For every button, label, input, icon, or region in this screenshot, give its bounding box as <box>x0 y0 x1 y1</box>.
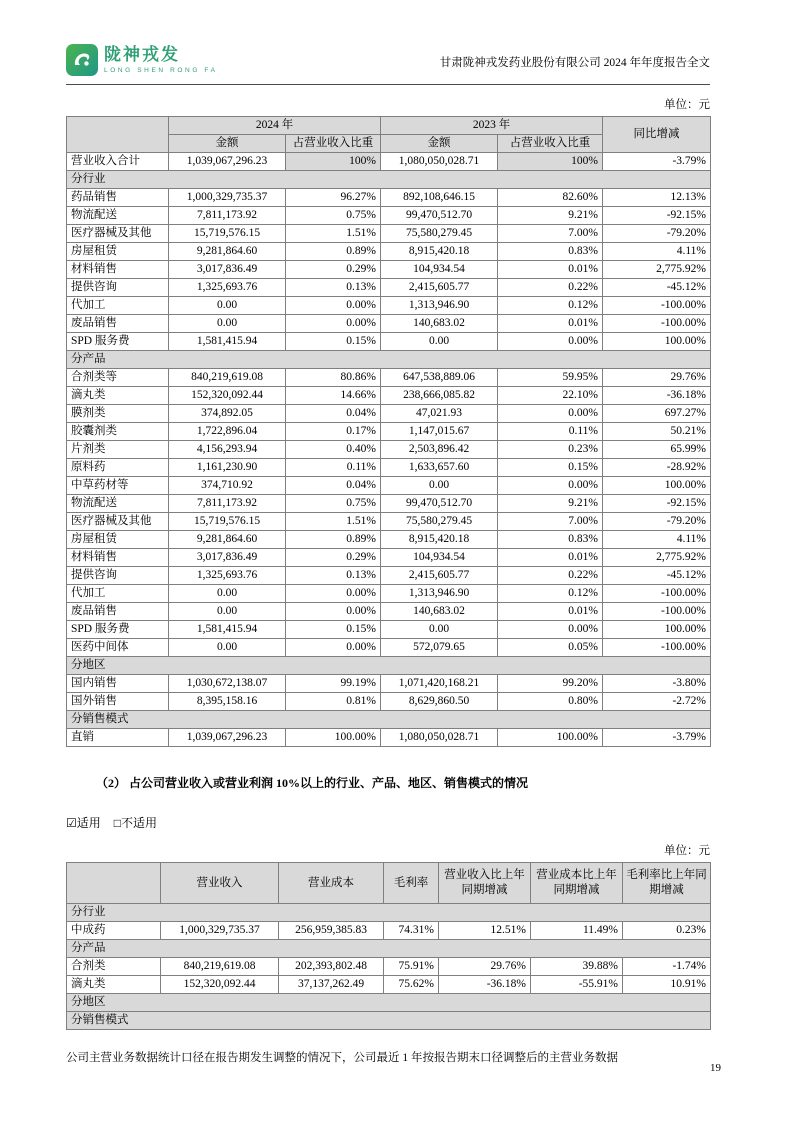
value-cell: 82.60% <box>498 189 603 207</box>
value-cell: 4,156,293.94 <box>169 441 286 459</box>
table-row <box>67 243 711 261</box>
header-ratio-2024: 占营业收入比重 <box>286 135 381 153</box>
value-cell: 29.76% <box>603 369 711 387</box>
table-header-row <box>67 863 711 904</box>
row-label-cell: 物流配送 <box>67 495 169 513</box>
value-cell: 59.95% <box>498 369 603 387</box>
table-row <box>67 922 711 940</box>
table-row <box>67 225 711 243</box>
value-cell: 8,915,420.18 <box>381 243 498 261</box>
table-section-row: 分地区 <box>67 657 711 675</box>
row-label-cell: 直销 <box>67 729 169 747</box>
value-cell: 1,581,415.94 <box>169 621 286 639</box>
value-cell: 75.62% <box>384 976 439 994</box>
footnote-text: 公司主营业务数据统计口径在报告期发生调整的情况下，公司最近 1 年按报告期末口径调整后的主营业务数据 <box>66 1052 618 1064</box>
row-label-cell: 房屋租赁 <box>67 243 169 261</box>
table-row <box>67 459 711 477</box>
value-cell: 100% <box>498 153 603 171</box>
value-cell: 7,811,173.92 <box>169 207 286 225</box>
table-row <box>67 675 711 693</box>
major-segment-table <box>66 862 711 1030</box>
applicability-row <box>66 814 710 831</box>
table-row <box>67 585 711 603</box>
unit-label-table1: 单位：元 <box>664 99 710 111</box>
page-number: 19 <box>710 1062 721 1074</box>
value-cell: 0.12% <box>498 297 603 315</box>
table-section-row: 分产品 <box>67 940 711 958</box>
revenue-table-header <box>67 117 711 153</box>
value-cell: 99.20% <box>498 675 603 693</box>
table-row <box>67 657 711 675</box>
value-cell: 152,320,092.44 <box>161 976 279 994</box>
row-label-cell: 废品销售 <box>67 315 169 333</box>
value-cell: 0.75% <box>286 207 381 225</box>
value-cell: 0.29% <box>286 261 381 279</box>
value-cell: 1.51% <box>286 513 381 531</box>
value-cell: 15,719,576.15 <box>169 225 286 243</box>
row-label-cell: 胶囊剂类 <box>67 423 169 441</box>
segment-table-body <box>67 904 711 1030</box>
value-cell: 0.04% <box>286 405 381 423</box>
value-cell: 1,581,415.94 <box>169 333 286 351</box>
value-cell: 0.01% <box>498 549 603 567</box>
logo-name-cn: 陇神戎发 <box>104 45 180 65</box>
value-cell: 0.17% <box>286 423 381 441</box>
value-cell: 1,313,946.90 <box>381 585 498 603</box>
table-section-row: 分销售模式 <box>67 1012 711 1030</box>
value-cell: -36.18% <box>603 387 711 405</box>
table-row <box>67 994 711 1012</box>
table-row <box>67 153 711 171</box>
header-revenue: 营业收入 <box>161 863 279 904</box>
header-cost: 营业成本 <box>279 863 384 904</box>
value-cell: 0.00 <box>169 297 286 315</box>
value-cell: 1,325,693.76 <box>169 567 286 585</box>
value-cell: 0.01% <box>498 315 603 333</box>
value-cell: 0.00% <box>286 603 381 621</box>
value-cell: 0.00% <box>286 315 381 333</box>
row-label-cell: 中草药材等 <box>67 477 169 495</box>
value-cell: 75,580,279.45 <box>381 513 498 531</box>
value-cell: 100% <box>286 153 381 171</box>
header-amount-2023: 金额 <box>381 135 498 153</box>
row-label-cell: 营业收入合计 <box>67 153 169 171</box>
logo-icon <box>66 44 98 76</box>
row-label-cell: 医疗器械及其他 <box>67 513 169 531</box>
value-cell: 0.00 <box>381 333 498 351</box>
row-label-cell: 材料销售 <box>67 261 169 279</box>
not-applicable-checkbox: □不适用 <box>113 816 158 830</box>
value-cell: 840,219,619.08 <box>169 369 286 387</box>
value-cell: -92.15% <box>603 207 711 225</box>
header-cost-yoy: 营业成本比上年同期增减 <box>531 863 623 904</box>
value-cell: 2,415,605.77 <box>381 279 498 297</box>
value-cell: 100.00% <box>603 621 711 639</box>
row-label-cell: 膜剂类 <box>67 405 169 423</box>
value-cell: 65.99% <box>603 441 711 459</box>
value-cell: 4.11% <box>603 243 711 261</box>
row-label-cell: 国内销售 <box>67 675 169 693</box>
value-cell: -100.00% <box>603 297 711 315</box>
value-cell: 0.00 <box>381 477 498 495</box>
value-cell: 0.89% <box>286 531 381 549</box>
value-cell: 100.00% <box>498 729 603 747</box>
value-cell: 47,021.93 <box>381 405 498 423</box>
value-cell: 0.05% <box>498 639 603 657</box>
value-cell: 11.49% <box>531 922 623 940</box>
value-cell: -3.80% <box>603 675 711 693</box>
row-label-cell: 医疗器械及其他 <box>67 225 169 243</box>
value-cell: 0.22% <box>498 567 603 585</box>
table-row <box>67 207 711 225</box>
value-cell: 9.21% <box>498 207 603 225</box>
value-cell: -79.20% <box>603 513 711 531</box>
value-cell: 100.00% <box>603 333 711 351</box>
row-label-cell: 中成药 <box>67 922 161 940</box>
header-gross-margin-yoy: 毛利率比上年同期增减 <box>623 863 711 904</box>
table-section-row: 分行业 <box>67 904 711 922</box>
value-cell: -100.00% <box>603 315 711 333</box>
value-cell: 1,000,329,735.37 <box>161 922 279 940</box>
table-row <box>67 333 711 351</box>
value-cell: 202,393,802.48 <box>279 958 384 976</box>
value-cell: 80.86% <box>286 369 381 387</box>
table-row <box>67 387 711 405</box>
value-cell: 0.00% <box>286 297 381 315</box>
value-cell: 0.12% <box>498 585 603 603</box>
table-row <box>67 549 711 567</box>
value-cell: 7,811,173.92 <box>169 495 286 513</box>
row-label-cell: 原料药 <box>67 459 169 477</box>
value-cell: -100.00% <box>603 603 711 621</box>
row-label-cell: 医药中间体 <box>67 639 169 657</box>
table-row <box>67 297 711 315</box>
value-cell: 0.15% <box>498 459 603 477</box>
value-cell: 0.83% <box>498 531 603 549</box>
value-cell: 2,775.92% <box>603 261 711 279</box>
value-cell: 1,633,657.60 <box>381 459 498 477</box>
header-year-2023: 2023 年 <box>381 117 603 135</box>
table-row <box>67 958 711 976</box>
value-cell: -3.79% <box>603 153 711 171</box>
value-cell: 374,710.92 <box>169 477 286 495</box>
value-cell: 0.15% <box>286 621 381 639</box>
value-cell: 140,683.02 <box>381 315 498 333</box>
value-cell: 0.89% <box>286 243 381 261</box>
value-cell: 1,039,067,296.23 <box>169 729 286 747</box>
header-revenue-yoy: 营业收入比上年同期增减 <box>439 863 531 904</box>
value-cell: 572,079.65 <box>381 639 498 657</box>
row-label-cell: SPD 服务费 <box>67 621 169 639</box>
row-label-cell: 滴丸类 <box>67 976 161 994</box>
value-cell: 9.21% <box>498 495 603 513</box>
header-ratio-2023: 占营业收入比重 <box>498 135 603 153</box>
value-cell: 0.75% <box>286 495 381 513</box>
value-cell: 1,071,420,168.21 <box>381 675 498 693</box>
value-cell: 0.00% <box>498 477 603 495</box>
value-cell: 3,017,836.49 <box>169 261 286 279</box>
value-cell: -2.72% <box>603 693 711 711</box>
value-cell: 29.76% <box>439 958 531 976</box>
table-row <box>67 1012 711 1030</box>
table-row <box>67 351 711 369</box>
value-cell: 14.66% <box>286 387 381 405</box>
value-cell: 0.00% <box>498 333 603 351</box>
value-cell: 374,892.05 <box>169 405 286 423</box>
revenue-breakdown-table <box>66 116 711 747</box>
table-section-row: 分地区 <box>67 994 711 1012</box>
row-label-cell: 代加工 <box>67 585 169 603</box>
value-cell: 1.51% <box>286 225 381 243</box>
value-cell: 2,415,605.77 <box>381 567 498 585</box>
value-cell: 892,108,646.15 <box>381 189 498 207</box>
value-cell: 152,320,092.44 <box>169 387 286 405</box>
table-row <box>67 940 711 958</box>
value-cell: 0.13% <box>286 279 381 297</box>
header-yoy: 同比增减 <box>603 117 711 153</box>
value-cell: 0.00 <box>169 585 286 603</box>
value-cell: 0.04% <box>286 477 381 495</box>
value-cell: 104,934.54 <box>381 549 498 567</box>
value-cell: 0.81% <box>286 693 381 711</box>
table-row <box>67 621 711 639</box>
value-cell: -45.12% <box>603 279 711 297</box>
value-cell: 697.27% <box>603 405 711 423</box>
value-cell: -3.79% <box>603 729 711 747</box>
value-cell: 0.40% <box>286 441 381 459</box>
row-label-cell: 提供咨询 <box>67 567 169 585</box>
table-row <box>67 315 711 333</box>
value-cell: 0.01% <box>498 603 603 621</box>
corner-header-cell <box>67 117 169 153</box>
company-logo <box>66 44 218 76</box>
table-section-row: 分行业 <box>67 171 711 189</box>
value-cell: 8,629,860.50 <box>381 693 498 711</box>
row-label-cell: 材料销售 <box>67 549 169 567</box>
value-cell: 140,683.02 <box>381 603 498 621</box>
row-label-cell: 药品销售 <box>67 189 169 207</box>
value-cell: 9,281,864.60 <box>169 243 286 261</box>
value-cell: 10.91% <box>623 976 711 994</box>
value-cell: 840,219,619.08 <box>161 958 279 976</box>
value-cell: 0.00% <box>498 621 603 639</box>
value-cell: -55.91% <box>531 976 623 994</box>
logo-swirl-icon <box>70 48 94 72</box>
value-cell: -45.12% <box>603 567 711 585</box>
revenue-table-body <box>67 153 711 747</box>
value-cell: 647,538,889.06 <box>381 369 498 387</box>
value-cell: 75,580,279.45 <box>381 225 498 243</box>
value-cell: 1,030,672,138.07 <box>169 675 286 693</box>
value-cell: 37,137,262.49 <box>279 976 384 994</box>
value-cell: -92.15% <box>603 495 711 513</box>
value-cell: 22.10% <box>498 387 603 405</box>
value-cell: 1,313,946.90 <box>381 297 498 315</box>
value-cell: 2,775.92% <box>603 549 711 567</box>
value-cell: 0.00 <box>169 639 286 657</box>
table-row <box>67 567 711 585</box>
value-cell: 15,719,576.15 <box>169 513 286 531</box>
table-row <box>67 189 711 207</box>
logo-text-block <box>104 46 218 74</box>
value-cell: 100.00% <box>603 477 711 495</box>
value-cell: 4.11% <box>603 531 711 549</box>
value-cell: 1,722,896.04 <box>169 423 286 441</box>
value-cell: 0.23% <box>498 441 603 459</box>
value-cell: 75.91% <box>384 958 439 976</box>
table-row <box>67 477 711 495</box>
table-row <box>67 531 711 549</box>
value-cell: 104,934.54 <box>381 261 498 279</box>
unit-label-table2: 单位：元 <box>664 845 710 857</box>
value-cell: 0.23% <box>623 922 711 940</box>
value-cell: 1,080,050,028.71 <box>381 153 498 171</box>
table-row <box>67 405 711 423</box>
value-cell: 0.01% <box>498 261 603 279</box>
value-cell: 8,395,158.16 <box>169 693 286 711</box>
value-cell: 1,161,230.90 <box>169 459 286 477</box>
value-cell: 0.13% <box>286 567 381 585</box>
table-row <box>67 976 711 994</box>
value-cell: 74.31% <box>384 922 439 940</box>
table-row <box>67 171 711 189</box>
table-row <box>67 904 711 922</box>
row-label-cell: 国外销售 <box>67 693 169 711</box>
value-cell: 0.83% <box>498 243 603 261</box>
table-row <box>67 711 711 729</box>
value-cell: -100.00% <box>603 585 711 603</box>
row-label-cell: 合剂类 <box>67 958 161 976</box>
row-label-cell: 合剂类等 <box>67 369 169 387</box>
table-row <box>67 693 711 711</box>
logo-name-en: LONG SHEN RONG FA <box>104 66 218 74</box>
row-label-cell: SPD 服务费 <box>67 333 169 351</box>
value-cell: 39.88% <box>531 958 623 976</box>
value-cell: 0.00% <box>286 639 381 657</box>
table-row <box>67 423 711 441</box>
table-section-row: 分销售模式 <box>67 711 711 729</box>
value-cell: 100.00% <box>286 729 381 747</box>
page-header <box>66 44 710 85</box>
header-year-2024: 2024 年 <box>169 117 381 135</box>
value-cell: 99,470,512.70 <box>381 495 498 513</box>
value-cell: -1.74% <box>623 958 711 976</box>
header-gross-margin: 毛利率 <box>384 863 439 904</box>
table-row <box>67 441 711 459</box>
row-label-cell: 片剂类 <box>67 441 169 459</box>
value-cell: 50.21% <box>603 423 711 441</box>
segment-table-header <box>67 863 711 904</box>
value-cell: 0.00% <box>498 405 603 423</box>
value-cell: 2,503,896.42 <box>381 441 498 459</box>
value-cell: 12.13% <box>603 189 711 207</box>
value-cell: 3,017,836.49 <box>169 549 286 567</box>
table-row <box>67 369 711 387</box>
row-label-cell: 房屋租赁 <box>67 531 169 549</box>
value-cell: 99,470,512.70 <box>381 207 498 225</box>
value-cell: 0.00 <box>381 621 498 639</box>
value-cell: 0.11% <box>286 459 381 477</box>
value-cell: 0.22% <box>498 279 603 297</box>
value-cell: -36.18% <box>439 976 531 994</box>
table-row <box>67 495 711 513</box>
value-cell: 8,915,420.18 <box>381 531 498 549</box>
value-cell: 12.51% <box>439 922 531 940</box>
value-cell: 0.00 <box>169 315 286 333</box>
value-cell: -28.92% <box>603 459 711 477</box>
value-cell: 256,959,385.83 <box>279 922 384 940</box>
value-cell: 238,666,085.82 <box>381 387 498 405</box>
table-row <box>67 261 711 279</box>
table-row <box>67 603 711 621</box>
value-cell: 96.27% <box>286 189 381 207</box>
value-cell: 0.00% <box>286 585 381 603</box>
report-title: 甘肃陇神戎发药业股份有限公司 2024 年年度报告全文 <box>439 57 710 69</box>
section-heading: （2） 占公司营业收入或营业利润 10%以上的行业、产品、地区、销售模式的情况 <box>96 776 529 790</box>
value-cell: -100.00% <box>603 639 711 657</box>
value-cell: 1,080,050,028.71 <box>381 729 498 747</box>
value-cell: 0.29% <box>286 549 381 567</box>
row-label-cell: 提供咨询 <box>67 279 169 297</box>
value-cell: 0.11% <box>498 423 603 441</box>
value-cell: 99.19% <box>286 675 381 693</box>
value-cell: 1,325,693.76 <box>169 279 286 297</box>
value-cell: 7.00% <box>498 513 603 531</box>
value-cell: 1,147,015.67 <box>381 423 498 441</box>
value-cell: 1,039,067,296.23 <box>169 153 286 171</box>
header-amount-2024: 金额 <box>169 135 286 153</box>
table-row <box>67 639 711 657</box>
value-cell: -79.20% <box>603 225 711 243</box>
row-label-cell: 废品销售 <box>67 603 169 621</box>
value-cell: 1,000,329,735.37 <box>169 189 286 207</box>
table-header-row <box>67 117 711 135</box>
table-section-row: 分产品 <box>67 351 711 369</box>
value-cell: 0.15% <box>286 333 381 351</box>
value-cell: 0.80% <box>498 693 603 711</box>
row-label-cell: 代加工 <box>67 297 169 315</box>
table-row <box>67 729 711 747</box>
applicable-checkbox: ☑适用 <box>66 816 101 830</box>
value-cell: 9,281,864.60 <box>169 531 286 549</box>
corner-header-cell <box>67 863 161 904</box>
value-cell: 7.00% <box>498 225 603 243</box>
table-row <box>67 279 711 297</box>
value-cell: 0.00 <box>169 603 286 621</box>
row-label-cell: 物流配送 <box>67 207 169 225</box>
row-label-cell: 滴丸类 <box>67 387 169 405</box>
table-row <box>67 513 711 531</box>
